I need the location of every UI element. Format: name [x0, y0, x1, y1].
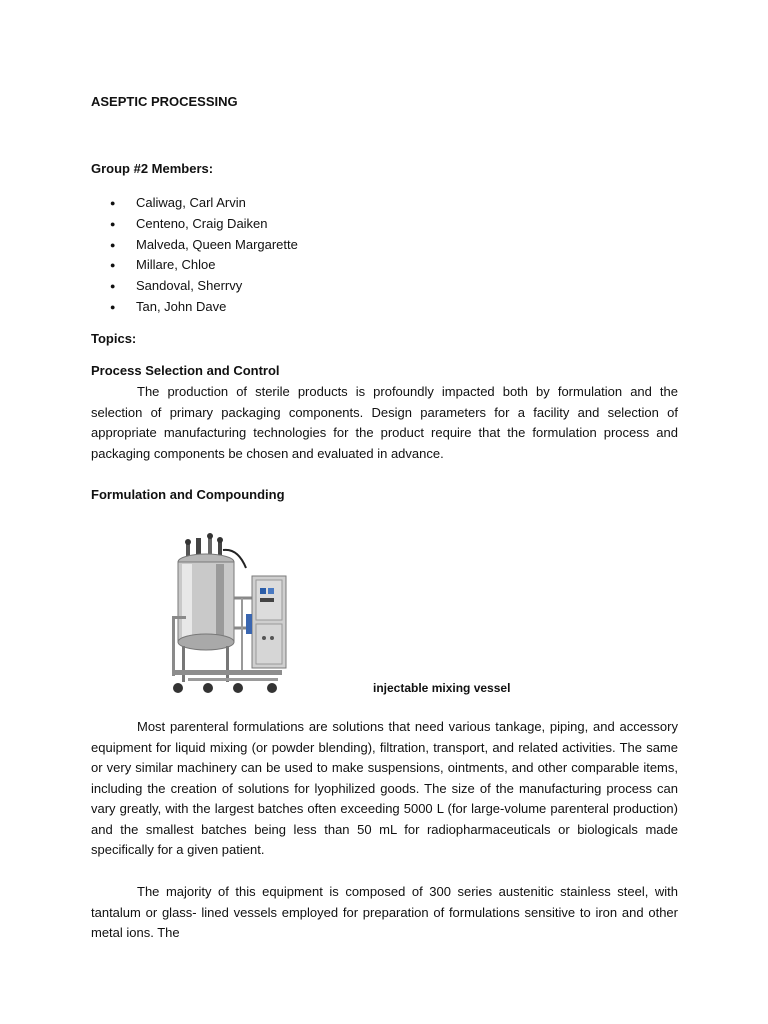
bullet-icon: ● [110, 260, 116, 271]
member-name: Sandoval, Sherrvy [136, 278, 243, 294]
bullet-icon: ● [110, 301, 116, 312]
paragraph-formulation-1: Most parenteral formulations are solutions that need various tankage, piping, and accessory equipment for liquid mixing (or powder blending), filtration, transport, and related activities. The same or very similar machinery can be used to make suspensions, ointments, and other comparable items, including the creation of solutions for lyophilized goods. The size of the manufacturing process can vary greatly, with the largest batches often exceeding 5000 L (for large-volume parenteral production) and the smallest batches being less than 50 mL for radiopharmaceuticals or biologicals made specifically for a given patient. [91, 719, 678, 857]
members-list [110, 193, 298, 318]
bullet-icon: ● [110, 281, 116, 292]
members-heading: Group #2 Members: [91, 161, 214, 176]
list-item [110, 193, 298, 214]
figure-caption: injectable mixing vessel [373, 681, 511, 695]
mixing-vessel-image [168, 528, 292, 698]
paragraph-process-selection: The production of sterile products is profoundly impacted both by formulation and the selection of primary packaging components. Design parameters for a facility and selection of appropriate manufacturing technologies for the product require that the formulation process and packaging components be chosen and evaluated in advance. [91, 384, 678, 461]
member-name: Tan, John Dave [136, 298, 227, 314]
list-item [110, 255, 298, 276]
list-item [110, 297, 298, 318]
member-name: Caliwag, Carl Arvin [136, 195, 246, 210]
member-name: Millare, Chloe [136, 257, 216, 273]
member-name: Malveda, Queen Margarette [136, 236, 298, 252]
section-heading-formulation: Formulation and Compounding [91, 487, 285, 502]
paragraph-formulation-2: The majority of this equipment is composed of 300 series austenitic stainless steel, with tantalum or glass- lined vessels employed for preparation of formulations sensitive to iron and other metal ions. The [91, 884, 678, 940]
list-item [110, 235, 298, 256]
bullet-icon: ● [110, 198, 116, 208]
list-item [110, 276, 298, 297]
member-name: Centeno, Craig Daiken [136, 215, 268, 231]
topics-heading: Topics: [91, 331, 137, 346]
list-item [110, 214, 298, 235]
section-heading-process-selection: Process Selection and Control [91, 363, 280, 378]
bullet-icon: ● [110, 239, 116, 250]
document-title: ASEPTIC PROCESSING [91, 94, 238, 109]
bullet-icon: ● [110, 218, 116, 229]
